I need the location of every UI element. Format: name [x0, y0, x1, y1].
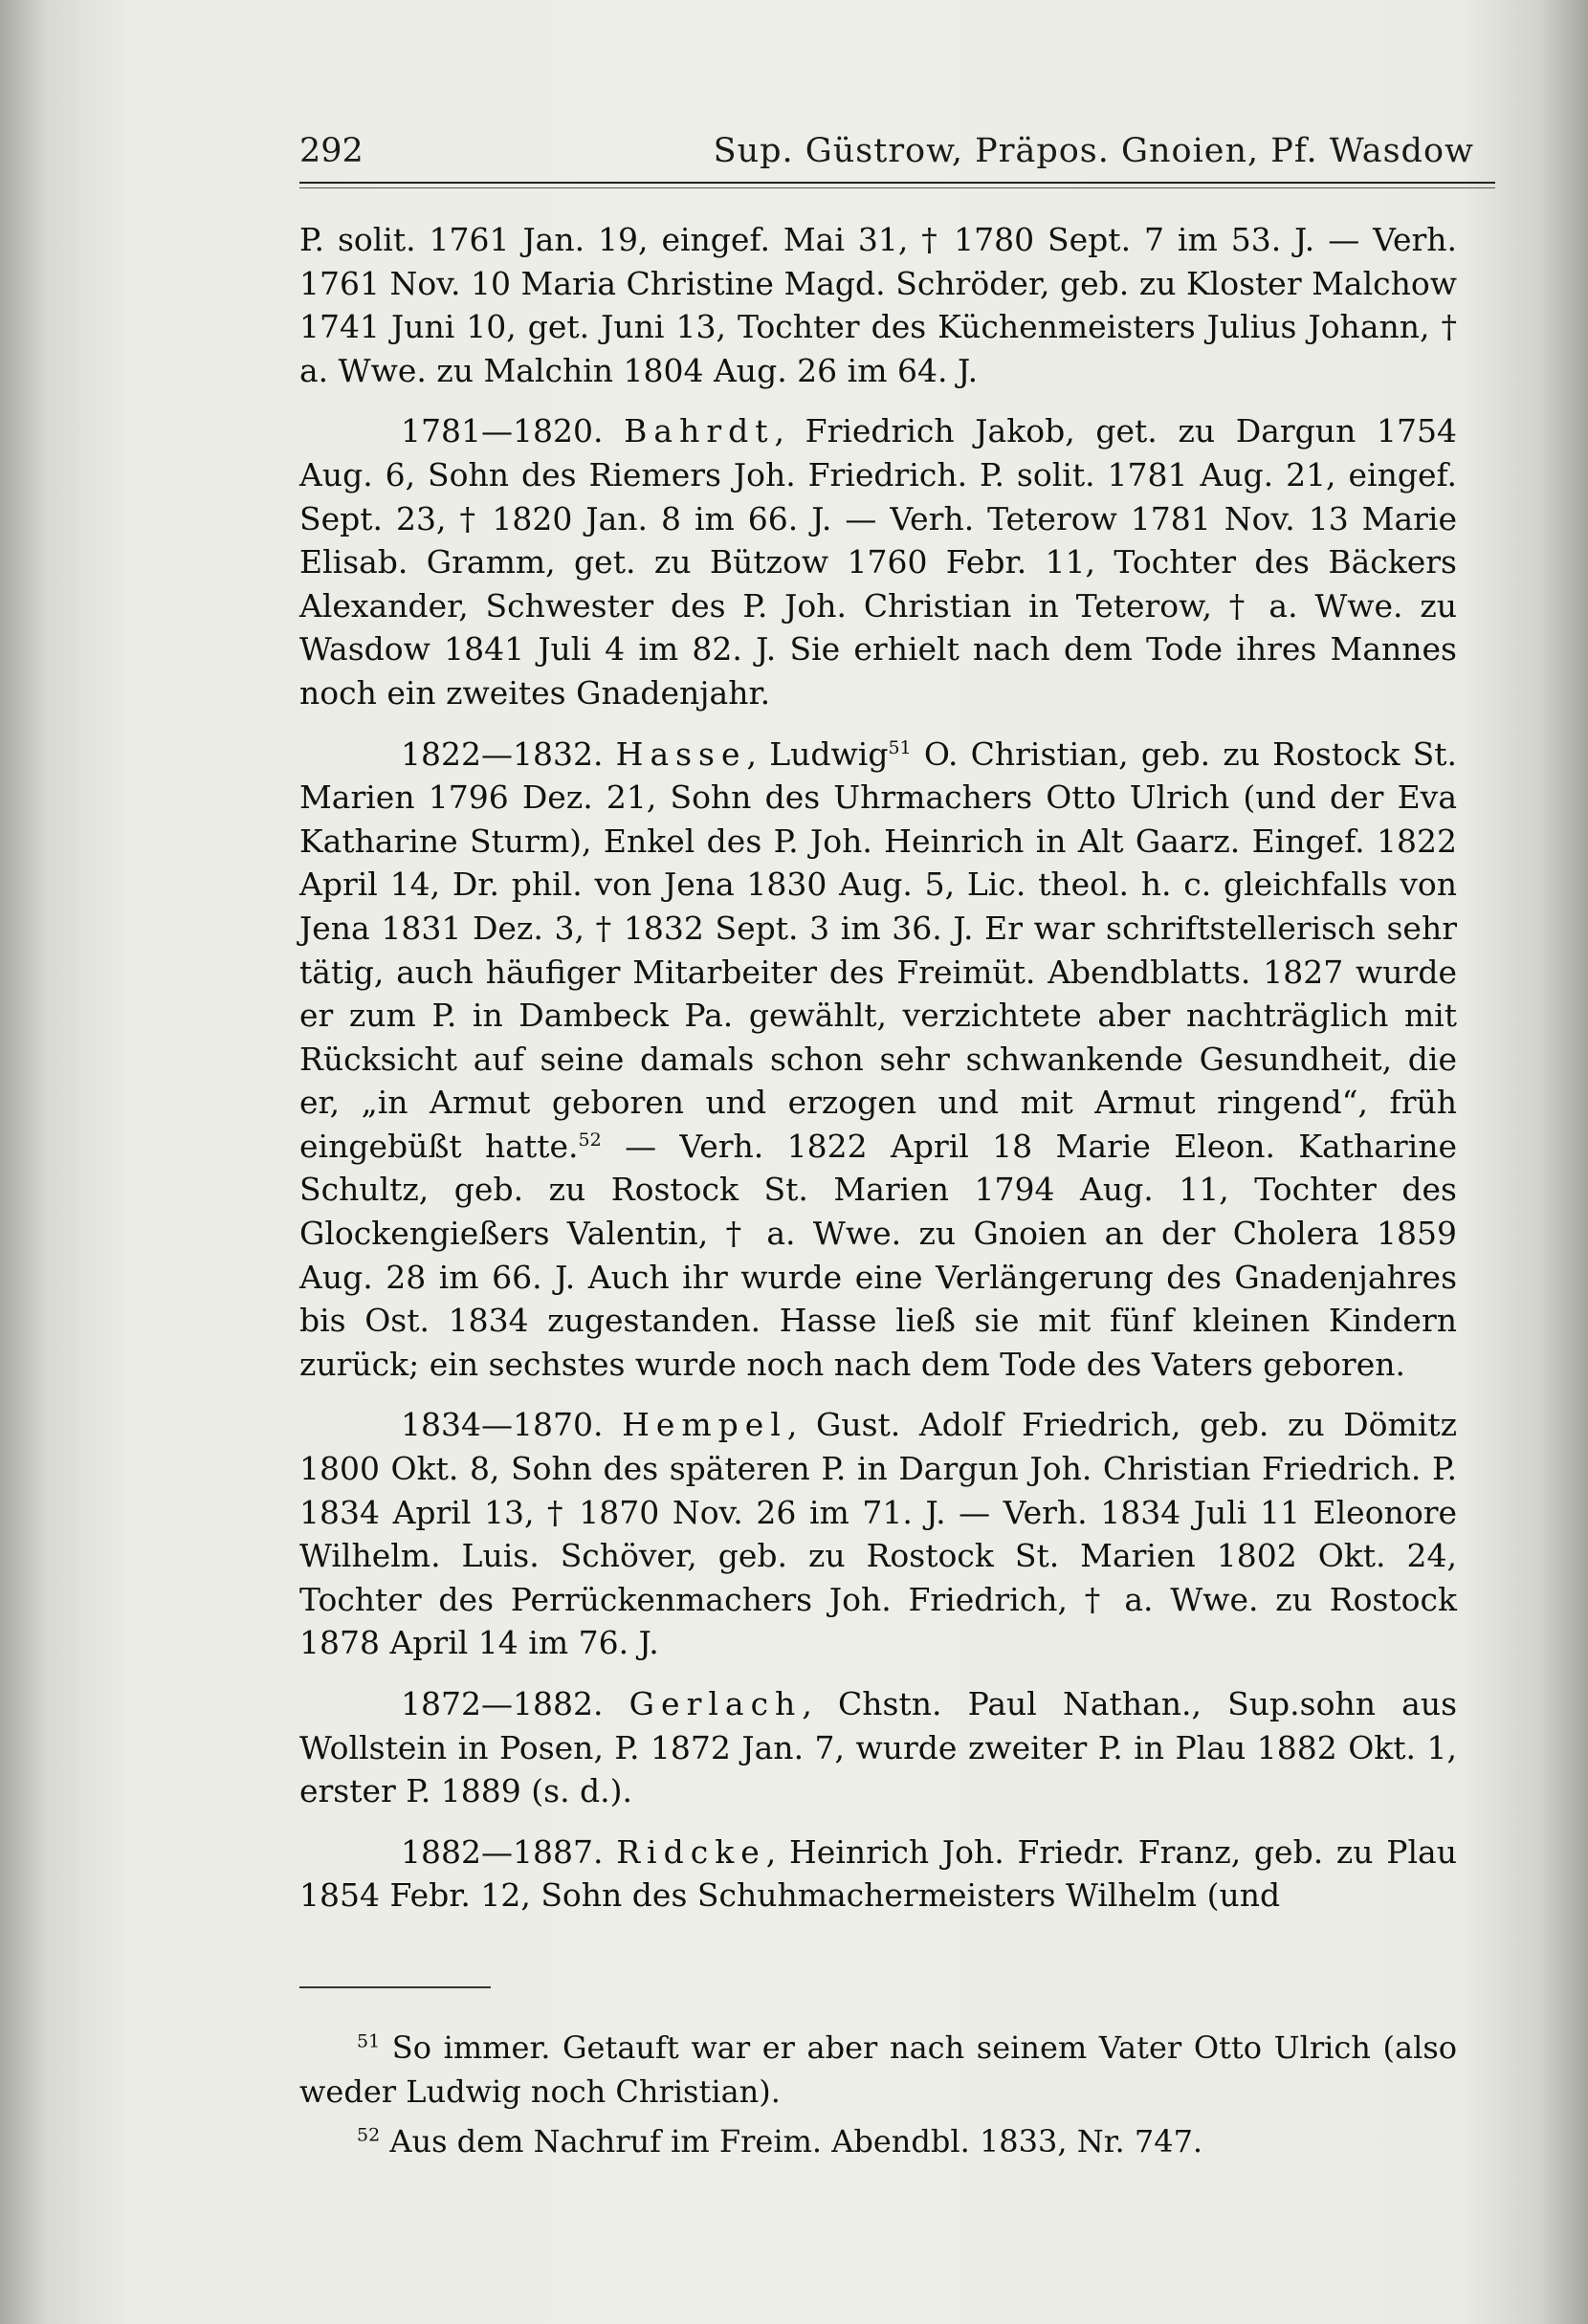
header-rule — [299, 182, 1495, 188]
page-number: 292 — [299, 132, 364, 170]
footnote — [299, 2026, 1457, 2114]
entry-hempel — [299, 1403, 1457, 1665]
footnote-ref: 52 — [578, 1129, 602, 1151]
paragraph-text: P. solit. 1761 Jan. 19, eingef. Mai 31, † 1780 Sept. 7 im 53. J. — Verh. 1761 Nov. 10 Maria Christine Magd. Schröder, geb. zu Kloster Malchow 1741 Juni 10, get. Juni 13, Tochter des Küchenmeisters Julius Johann, † a. Wwe. zu Malchin 1804 Aug. 26 im 64. J. — [299, 221, 1457, 389]
entry-surname: Bahrdt — [624, 412, 775, 450]
entry-text: O. Christian, geb. zu Rostock St. Marien 1796 Dez. 21, Sohn des Uhrmachers Otto Ulrich (und der Eva Katharine Sturm), Enkel des P. Joh. Heinrich in Alt Gaarz. Eingef. 1822 April 14, Dr. phil. von Jena 1830 Aug. 5, Lic. theol. h. c. gleichfalls von Jena 1831 Dez. 3, † 1832 Sept. 3 im 36. J. Er war schriftstellerisch sehr tätig, auch häufiger Mitarbeiter des Freimüt. Abendblatts. 1827 wurde er zum P. in Dambeck Pa. gewählt, verzichtete aber nachträglich mit Rücksicht auf seine damals schon sehr schwankende Gesundheit, die er, „in Armut geboren und erzogen und mit Armut ringend“, früh eingebüßt hatte. — [299, 734, 1457, 1165]
entry-text: , Friedrich Jakob, get. zu Dargun 1754 Aug. 6, Sohn des Riemers Joh. Friedrich. P. solit. 1781 Aug. 21, eingef. Sept. 23, † 1820 Jan. 8 im 66. J. — Verh. Teterow 1781 Nov. 13 Marie Elisab. Gramm, get. zu Bützow 1760 Febr. 11, Tochter des Bäckers Alexander, Schwester des P. Joh. Christian in Teterow, † a. Wwe. zu Wasdow 1841 Juli 4 im 82. J. Sie erhielt nach dem Tode ihres Mannes noch ein zweites Gnadenjahr. — [299, 412, 1457, 712]
entry-text: , Chstn. Paul Nathan., Sup.sohn aus Wollstein in Posen, P. 1872 Jan. 7, wurde zweiter P. in Plau 1882 Okt. 1, erster P. 1889 (s. d.). — [299, 1685, 1458, 1810]
entry-hasse — [299, 733, 1457, 1387]
entry-ridcke — [299, 1831, 1457, 1918]
running-title: Sup. Güstrow, Präpos. Gnoien, Pf. Wasdow — [713, 132, 1474, 170]
entry-years: 1834—1870. — [401, 1406, 604, 1444]
entry-text: — Verh. 1822 April 18 Marie Eleon. Katharine Schultz, geb. zu Rostock St. Marien 1794 Aug. 11, Tochter des Glockengießers Valentin, † a. Wwe. zu Gnoien an der Cholera 1859 Aug. 28 im 66. J. Auch ihr wurde eine Verlängerung des Gnadenjahres bis Ost. 1834 zugestanden. Hasse ließ sie mit fünf kleinen Kindern zurück; ein sechstes wurde noch nach dem Tode des Vaters geboren. — [299, 1127, 1457, 1383]
footnote-text: So immer. Getauft war er aber nach seinem Vater Otto Ulrich (also weder Ludwig noch Christian). — [299, 2029, 1457, 2110]
footnote-ref: 51 — [888, 736, 912, 758]
running-header — [299, 132, 1476, 174]
entry-surname: Gerlach — [629, 1685, 803, 1722]
entry-surname: Hempel — [622, 1406, 787, 1444]
entry-surname: Ridcke — [616, 1832, 766, 1871]
main-text — [299, 218, 1457, 1935]
footnote-number: 52 — [357, 2124, 381, 2146]
footnote-text: Aus dem Nachruf im Freim. Abendbl. 1833, Nr. 747. — [380, 2123, 1203, 2160]
entry-years: 1872—1882. — [401, 1685, 604, 1722]
footnotes — [299, 2026, 1457, 2169]
entry-text: , Heinrich Joh. Friedr. Franz, geb. zu Plau 1854 Febr. 12, Sohn des Schuhmachermeisters Wilhelm (und — [299, 1832, 1457, 1915]
footnote-number: 51 — [357, 2030, 381, 2052]
entry-years: 1822—1832. — [401, 734, 604, 773]
entry-bahrdt — [299, 409, 1457, 714]
entry-gerlach — [299, 1682, 1457, 1813]
footnote-rule — [299, 1986, 491, 1988]
entry-years: 1781—1820. — [401, 412, 604, 450]
footnote — [299, 2119, 1457, 2163]
entry-years: 1882—1887. — [401, 1832, 604, 1871]
entry-text: , Gust. Adolf Friedrich, geb. zu Dömitz 1800 Okt. 8, Sohn des späteren P. in Dargun Joh. Christian Friedrich. P. 1834 April 13, † 1870 Nov. 26 im 71. J. — Verh. 1834 Juli 11 Eleonore Wilhelm. Luis. Schöver, geb. zu Rostock St. Marien 1802 Okt. 24, Tochter des Perrückenmachers Joh. Friedrich, † a. Wwe. zu Rostock 1878 April 14 im 76. J. — [299, 1406, 1458, 1662]
entry-text: , Ludwig — [746, 734, 889, 773]
entry-surname: Hasse — [615, 734, 747, 773]
paragraph-continued-entry — [299, 218, 1457, 392]
